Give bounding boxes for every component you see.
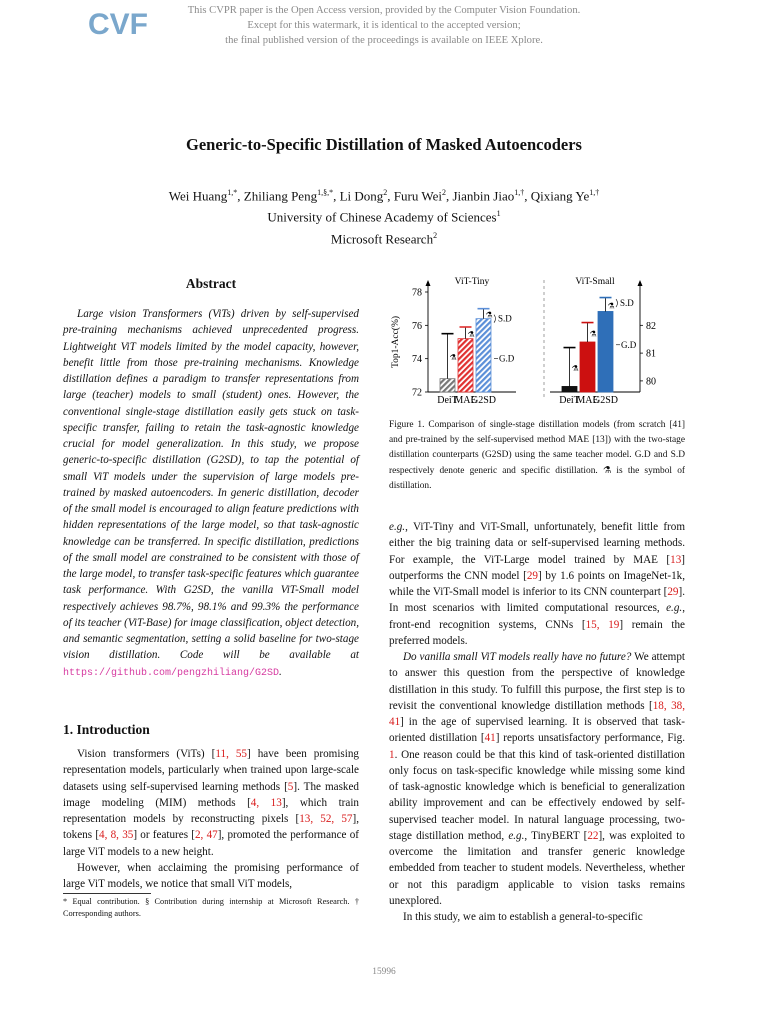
bar-g2sd [598,311,613,392]
intro-left-column: Vision transformers (ViTs) [11, 55] have been promising representation models, particularly when trained upon large-scale datasets using self-supervised learning methods [5]. The masked image modeling (MIM) methods [4, 13], which train representation models by reconstructing pixels [13, 52, 57], tokens [4, 8, 35] or features [2, 47], promoted the performance of large ViT models to a new height. However, when acclaiming the promising performance of large ViT models, we notice that small ViT models, [63,748,360,890]
distill-icon: ⚗ [589,329,597,339]
distill-icon: ⚗ [607,301,615,311]
intro-right-column: e.g., ViT-Tiny and ViT-Small, unfortunately, benefit little from either the big training data or self-supervised learning methods. For example, the ViT-Large model trained by MAE [13] outperforms the CNN model [29] by 1.6 points on ImageNet-1k, while the ViT-Small model is inferior to its CNN counterpart [29]. In most scenarios with limited computational resources, e.g., front-end recognition systems, CNNs [15, 19] remain the preferred models. Do vanilla small ViT models really have no future? We attempt to answer this question from the perspective of knowledge distillation in this study. To fulfill this purpose, the first step is to revisit the conventional knowledge distillation methods [18, 38, 41] in the age of supervised learning. It is observed that task-oriented distillation [41] reports unsatisfactory performance, Fig. 1. One reason could be that this kind of task-oriented distillation only focus on task-specific knowledge while missing some kind of task-agnostic knowledge which is beneficial to generalization ability improvement and can be effectively endowed by self-supervised teacher model. In natural language processing, two-stage distillation method, e.g., TinyBERT [22], was exploited to overcome the limitation and transfer generic knowledge embedded from teacher to student models. Nevertheless, whether or not this paradigm applicable to vision tasks remains unexplored. In this study, we aim to establish a general-to-specific [389,521,686,923]
footnote-rule [63,893,151,894]
figure-caption: Figure 1. Comparison of single-stage distillation models (from scratch [41] and pre-trained by the self-supervised method MAE [13]) with the two-stage distillation counterparts (G2SD) using the same teacher model. G.D and S.D respectively denote generic and specific distillation. ⚗ is the symbol of distillation. [389,420,685,491]
y-tick-label: 81 [646,348,656,360]
y-axis-arrow [638,280,643,286]
distill-icon: ⚗ [571,364,579,373]
abstract-body: Large vision Transformers (ViTs) driven by self-supervised pre-training mechanisms achieved unprecedented progress. Lightweight ViT models limited by the model capacity, however, benefit little from those pre-training mechanisms. Knowledge distillation defines a paradigm to transfer representations from large (teacher) models to small (student) ones. However, the conventional single-stage distillation easily gets stuck on task-specific transfer, failing to retain the task-agnostic knowledge crucial for model generalization. In this study, we propose generic-to-specific distillation (G2SD), to tap the potential of small ViT models under the supervision of large models pre-trained by masked autoencoders. In generic distillation, decoder of the small model is encouraged to align feature predictions with hidden representations of the large model, so that task-agnostic knowledge can be transferred. In specific distillation, predictions of the small model are constrained to be consistent with those of the large model, to transfer task-specific features which guarantee task performance. With G2SD, the vanilla ViT-Small model respectively achieves 98.7%, 98.1% and 99.3% the performance of its teacher (ViT-Base) for image classification, object detection, and semantic segmentation, setting a solid baseline for two-stage vision distillation. Code will be available at https://github.com/pengzhiliang/G2SD. [63,308,359,679]
footnote: * Equal contribution. § Contribution during internship at Microsoft Research. † Corresponding authors. [63,897,359,918]
x-tick-label: G2SD [470,395,497,406]
bar-g2sd [476,319,491,392]
distill-icon: ⚗ [449,353,457,363]
y-tick-label: 72 [412,387,422,399]
author-list: Wei Huang$^{1,*}$, Zhiliang Peng$^{1,\S,*}$, Li Dong$^2$, Furu Wei$^2$, Jianbin Jiao$^{1,\dagger}$, Qixiang $Ye^{1,\dagger}$ [168,188,600,204]
gd-label: G.D [499,353,515,364]
bar-deit [440,379,455,392]
watermark [0,3,768,49]
figure-1-chart [388,270,688,412]
bar-mae [458,339,473,392]
sd-brace [494,315,496,323]
paper-title: Generic-to-Specific Distillation of Masked Autoencoders [186,135,582,154]
y-tick-label: 80 [646,376,656,388]
watermark-line: Except for this watermark, it is identical to the accepted version; [247,20,521,32]
bar-mae [580,342,595,392]
x-tick-label: DeiT [437,395,458,406]
sd-label: S.D [498,313,512,324]
gd-label: G.D [621,339,637,350]
affiliation-1: University of Chinese Academy of Sciences$^1$ [267,209,501,225]
x-tick-label: MAE [454,395,477,406]
sd-brace [616,299,618,307]
affiliation-2: Microsoft Research$^2$ [330,230,438,246]
x-tick-label: DeiT [559,395,580,406]
x-tick-label: MAE [576,395,599,406]
distill-icon: ⚗ [467,329,475,339]
y-tick-label: 74 [412,354,422,366]
y-tick-label: 82 [646,320,656,332]
panel-title: ViT-Small [575,277,615,287]
author-block [0,184,768,248]
distill-icon: ⚗ [485,310,493,320]
panel-title: ViT-Tiny [454,277,490,287]
abstract-heading: Abstract [185,276,237,291]
watermark-line: the final published version of the proceedings is available on IEEE Xplore. [225,35,543,47]
code-link[interactable]: https://github.com/pengzhiliang/G2SD [63,667,280,679]
watermark-line: This CVPR paper is the Open Access version, provided by the Computer Vision Foundation. [187,5,581,16]
y-tick-label: 76 [412,320,422,332]
logo-text: CVF [88,8,148,41]
section-heading: 1. Introduction [63,722,150,737]
x-tick-label: G2SD [592,395,619,406]
bar-deit [562,386,577,392]
page-number: 15996 [372,967,396,977]
y-tick-label: 78 [412,287,422,299]
y-axis-arrow [426,280,431,286]
y-axis-label: Top1-Acc(%) [391,315,401,369]
sd-label: S.D [620,298,634,309]
